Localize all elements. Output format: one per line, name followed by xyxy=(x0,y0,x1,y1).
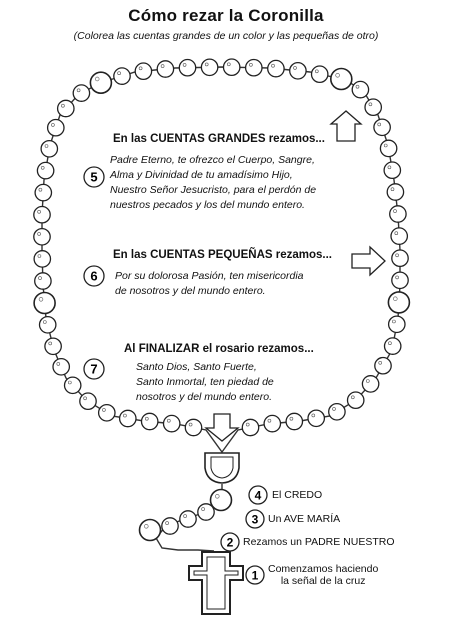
large-bead xyxy=(90,72,111,93)
prayer-line: Santo Dios, Santo Fuerte, xyxy=(136,361,257,373)
step-number-1 xyxy=(246,566,264,584)
section-number-5 xyxy=(84,167,104,187)
small-bead xyxy=(374,119,390,135)
arrow-up-icon xyxy=(331,111,361,141)
small-bead xyxy=(35,184,51,200)
step-label-line: la señal de la cruz xyxy=(280,575,366,587)
large-bead xyxy=(140,520,161,541)
svg-text:2: 2 xyxy=(226,535,234,550)
step-number-4 xyxy=(249,486,267,504)
cross-icon xyxy=(189,552,243,614)
small-bead xyxy=(35,273,51,289)
arrow-right-icon xyxy=(352,247,385,275)
small-bead xyxy=(352,81,368,97)
small-bead xyxy=(389,316,405,332)
small-bead xyxy=(392,250,408,266)
small-bead xyxy=(80,393,96,409)
step-label-credo: El CREDO xyxy=(272,489,323,501)
small-bead xyxy=(290,63,306,79)
small-bead xyxy=(198,504,214,520)
step-label-padre-nuestro: Rezamos un PADRE NUESTRO xyxy=(243,536,395,548)
step-number-2 xyxy=(221,533,239,551)
small-bead xyxy=(53,359,69,375)
small-bead xyxy=(185,419,201,435)
small-bead xyxy=(384,162,400,178)
step-label-sign-of-cross xyxy=(268,563,378,587)
small-bead xyxy=(224,59,240,75)
small-bead xyxy=(375,358,391,374)
prayer-line: Por su dolorosa Pasión, ten misericordia xyxy=(115,270,304,282)
page-subtitle: (Colorea las cuentas grandes de un color y las pequeñas de otro) xyxy=(73,30,379,42)
small-bead xyxy=(41,141,57,157)
svg-text:3: 3 xyxy=(251,512,259,527)
section-heading-large-beads: En las CUENTAS GRANDES rezamos... xyxy=(113,133,325,145)
small-bead xyxy=(114,68,130,84)
large-bead xyxy=(388,292,409,313)
prayer-small-beads xyxy=(115,269,304,299)
small-bead xyxy=(162,518,178,534)
small-bead xyxy=(135,63,151,79)
section-number-7 xyxy=(84,359,104,379)
small-bead xyxy=(40,317,56,333)
small-bead xyxy=(348,392,364,408)
prayer-finish xyxy=(136,360,274,405)
step-number-3 xyxy=(246,510,264,528)
step-label-ave-maria: Un AVE MARÍA xyxy=(268,513,341,525)
prayer-line: de nosotros y del mundo entero. xyxy=(115,285,266,297)
svg-text:1: 1 xyxy=(251,568,259,583)
prayer-line: Nuestro Señor Jesucristo, para el perdón de xyxy=(110,184,317,196)
small-bead xyxy=(45,338,61,354)
small-bead xyxy=(48,120,64,136)
prayer-line: nosotros y del mundo entero. xyxy=(136,391,272,403)
small-bead xyxy=(286,413,302,429)
section-heading-small-beads: En las CUENTAS PEQUEÑAS rezamos... xyxy=(113,249,332,261)
svg-text:6: 6 xyxy=(90,268,98,284)
small-bead xyxy=(120,410,136,426)
small-bead xyxy=(65,377,81,393)
prayer-line: Alma y Divinidad de tu amadísimo Hijo, xyxy=(110,169,293,181)
medal-icon xyxy=(205,453,239,483)
small-bead xyxy=(180,511,196,527)
prayer-line: Padre Eterno, te ofrezco el Cuerpo, Sangre, xyxy=(110,154,315,166)
small-bead xyxy=(312,66,328,82)
small-bead xyxy=(34,207,50,223)
small-bead xyxy=(362,376,378,392)
large-bead xyxy=(331,69,352,90)
small-bead xyxy=(73,85,89,101)
small-bead xyxy=(37,162,53,178)
svg-text:5: 5 xyxy=(90,169,98,185)
small-bead xyxy=(142,413,158,429)
prayer-large-beads xyxy=(110,153,316,213)
small-bead xyxy=(157,61,173,77)
svg-text:7: 7 xyxy=(90,361,98,377)
small-bead xyxy=(380,140,396,156)
small-bead xyxy=(242,419,258,435)
section-heading-finish: Al FINALIZAR el rosario rezamos... xyxy=(124,343,314,355)
small-bead xyxy=(391,228,407,244)
page-title: Cómo rezar la Coronilla xyxy=(128,6,324,25)
small-bead xyxy=(34,251,50,267)
small-bead xyxy=(264,415,280,431)
small-bead xyxy=(392,272,408,288)
prayer-line: Santo Inmortal, ten piedad de xyxy=(136,376,274,388)
small-bead xyxy=(387,184,403,200)
small-bead xyxy=(365,99,381,115)
large-bead xyxy=(211,490,232,511)
small-bead xyxy=(58,100,74,116)
small-bead xyxy=(201,59,217,75)
small-bead xyxy=(34,229,50,245)
small-bead xyxy=(385,338,401,354)
large-bead xyxy=(34,293,55,314)
small-bead xyxy=(329,404,345,420)
small-bead xyxy=(390,206,406,222)
small-bead xyxy=(246,59,262,75)
small-bead xyxy=(179,59,195,75)
svg-text:4: 4 xyxy=(254,488,262,503)
step-label-line: Comenzamos haciendo xyxy=(268,563,379,575)
small-bead xyxy=(99,405,115,421)
small-bead xyxy=(164,415,180,431)
prayer-line: nuestros pecados y los del mundo entero. xyxy=(110,199,305,211)
section-number-6 xyxy=(84,266,104,286)
small-bead xyxy=(308,410,324,426)
small-bead xyxy=(268,60,284,76)
